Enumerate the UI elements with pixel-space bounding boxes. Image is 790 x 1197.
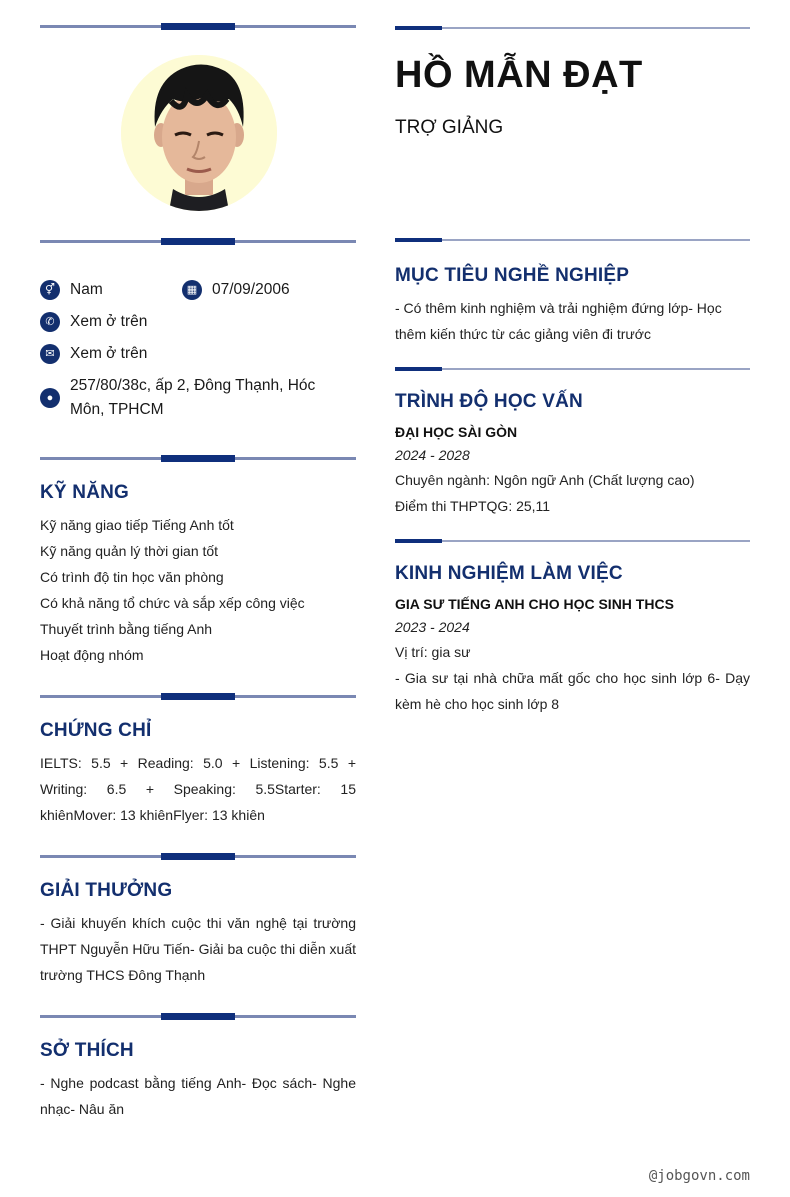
experience-job: GIA SƯ TIẾNG ANH CHO HỌC SINH THCS [395,596,674,612]
avatar-portrait [121,55,277,211]
hobbies-title: SỞ THÍCH [40,1040,134,1061]
divider [40,692,356,702]
divider [40,22,356,32]
email: Xem ở trên [70,345,148,362]
certificates-text: IELTS: 5.5 + Reading: 5.0 + Listening: 5.5 + Writing: 6.5 + Speaking: 5.5Starter: 15 khiênMover: 13 khiênFlyer: 13 khiên [40,755,356,823]
education-major: Chuyên ngành: Ngôn ngữ Anh (Chất lượng cao) [395,472,695,488]
skill-item: Có khả năng tổ chức và sắp xếp công việc [40,595,305,611]
location-pin-icon: ● [40,388,60,408]
experience-period: 2023 - 2024 [395,619,470,635]
divider [395,26,750,32]
divider [395,539,750,545]
divider [395,238,750,244]
mail-icon: ✉ [40,344,60,364]
education-score: Điểm thi THPTQG: 25,11 [395,498,551,514]
skills-title: KỸ NĂNG [40,482,130,503]
birthday: 07/09/2006 [212,281,290,298]
phone-icon: ✆ [40,312,60,332]
avatar [121,55,277,211]
gender-icon: ⚥ [40,280,60,300]
education-title: TRÌNH ĐỘ HỌC VẤN [395,391,583,412]
divider [40,852,356,862]
education-school: ĐẠI HỌC SÀI GÒN [395,424,518,440]
experience-description: - Gia sư tại nhà chữa mất gốc cho học sinh lớp 6- Dạy kèm hè cho học sinh lớp 8 [395,670,750,712]
experience-title: KINH NGHIỆM LÀM VIỆC [395,563,623,584]
certificates-title: CHỨNG CHỈ [40,720,152,741]
divider [40,1012,356,1022]
calendar-icon: ▦ [182,280,202,300]
address: 257/80/38c, ấp 2, Đông Thạnh, Hóc Môn, TPHCM [70,377,316,418]
awards-title: GIẢI THƯỞNG [40,880,173,901]
footer-watermark: @jobgovn.com [648,1168,750,1184]
candidate-name: HỒ MẪN ĐẠT [395,54,643,96]
experience-position: Vị trí: gia sư [395,644,471,660]
skill-item: Có trình độ tin học văn phòng [40,569,224,585]
skill-item: Thuyết trình bằng tiếng Anh [40,621,213,637]
education-period: 2024 - 2028 [395,447,470,463]
skill-item: Hoạt động nhóm [40,647,144,663]
divider [40,454,356,464]
phone: Xem ở trên [70,313,148,330]
divider [40,237,356,247]
divider [395,367,750,373]
candidate-role: TRỢ GIẢNG [395,117,504,138]
gender: Nam [70,281,103,298]
skills-list [40,512,356,668]
skill-item: Kỹ năng giao tiếp Tiếng Anh tốt [40,517,234,533]
objective-text: - Có thêm kinh nghiệm và trải nghiệm đứng lớp- Học thêm kiến thức từ các giảng viên đi trước [395,300,722,342]
hobbies-text: - Nghe podcast bằng tiếng Anh- Đọc sách- Nghe nhạc- Nâu ăn [40,1075,356,1117]
skill-item: Kỹ năng quản lý thời gian tốt [40,543,219,559]
objective-title: MỤC TIÊU NGHỀ NGHIỆP [395,265,630,286]
awards-text: - Giải khuyến khích cuộc thi văn nghệ tại trường THPT Nguyễn Hữu Tiến- Giải ba cuộc thi diễn xuất trường THCS Đông Thạnh [40,915,356,983]
